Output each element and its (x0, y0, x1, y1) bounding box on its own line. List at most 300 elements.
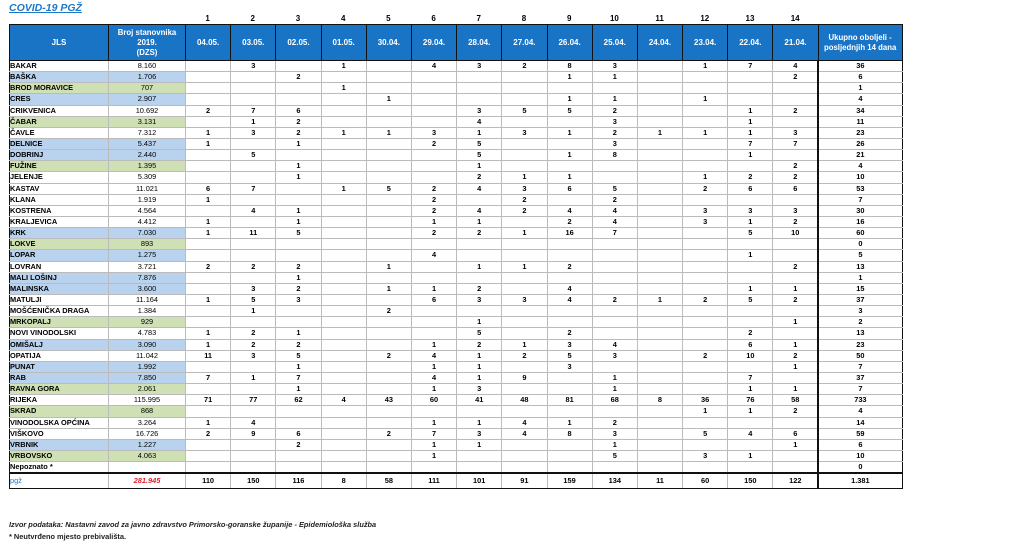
daily-cases: 2 (502, 194, 547, 205)
daily-cases (728, 83, 773, 94)
daily-cases (592, 250, 637, 261)
daily-cases (231, 450, 276, 461)
date-header: 24.04. (637, 25, 682, 61)
total-cases: 7 (818, 361, 902, 372)
population-value: 7.312 (109, 127, 186, 138)
daily-cases: 2 (592, 127, 637, 138)
daily-cases (186, 172, 231, 183)
total-cases: 6 (818, 439, 902, 450)
daily-cases (411, 239, 456, 250)
daily-cases (637, 239, 682, 250)
daily-cases (321, 228, 366, 239)
daily-cases: 1 (366, 283, 411, 294)
daily-cases: 3 (231, 61, 276, 72)
daily-cases (502, 361, 547, 372)
daily-cases: 1 (683, 94, 728, 105)
population-value: 1.227 (109, 439, 186, 450)
population-value: 3.090 (109, 339, 186, 350)
daily-cases: 2 (592, 294, 637, 305)
municipality-name: LOPAR (10, 250, 109, 261)
daily-cases (321, 272, 366, 283)
population-header (109, 25, 186, 61)
daily-cases (231, 239, 276, 250)
daily-cases: 5 (276, 228, 321, 239)
municipality-name: MALINSKA (10, 283, 109, 294)
daily-cases (592, 172, 637, 183)
daily-cases (637, 417, 682, 428)
daily-cases: 1 (728, 384, 773, 395)
daily-cases: 1 (411, 216, 456, 227)
daily-cases (547, 161, 592, 172)
daily-cases (457, 72, 502, 83)
daily-cases: 16 (547, 228, 592, 239)
daily-cases (502, 239, 547, 250)
day-number: 8 (521, 14, 527, 23)
daily-cases (637, 439, 682, 450)
daily-cases: 1 (773, 439, 818, 450)
daily-cases (502, 216, 547, 227)
daily-cases: 2 (773, 294, 818, 305)
daily-cases: 48 (502, 395, 547, 406)
daily-cases: 4 (411, 250, 456, 261)
daily-cases: 5 (728, 228, 773, 239)
day-number: 4 (340, 14, 346, 23)
daily-cases (321, 462, 366, 474)
daily-cases: 3 (683, 450, 728, 461)
daily-cases (366, 216, 411, 227)
daily-cases: 3 (592, 138, 637, 149)
daily-cases (366, 272, 411, 283)
daily-cases (366, 406, 411, 417)
daily-cases (321, 372, 366, 383)
daily-cases: 1 (773, 361, 818, 372)
daily-cases: 1 (592, 384, 637, 395)
sum-daily-cases: 110 (186, 473, 231, 489)
daily-cases (276, 239, 321, 250)
date-header: 27.04. (502, 25, 547, 61)
daily-cases (276, 150, 321, 161)
daily-cases (321, 328, 366, 339)
population-value: 2.440 (109, 150, 186, 161)
daily-cases: 1 (683, 406, 728, 417)
municipality-name: MRKOPALJ (10, 317, 109, 328)
daily-cases (231, 384, 276, 395)
population-value: 11.042 (109, 350, 186, 361)
total-cases: 23 (818, 339, 902, 350)
daily-cases: 1 (321, 127, 366, 138)
daily-cases (411, 306, 456, 317)
population-value: 707 (109, 83, 186, 94)
daily-cases (683, 261, 728, 272)
daily-cases: 1 (502, 339, 547, 350)
daily-cases: 2 (773, 172, 818, 183)
daily-cases (321, 138, 366, 149)
total-cases: 4 (818, 161, 902, 172)
daily-cases (366, 439, 411, 450)
table-row (10, 283, 903, 294)
daily-cases: 6 (276, 105, 321, 116)
daily-cases: 1 (457, 417, 502, 428)
daily-cases: 5 (231, 150, 276, 161)
total-cases: 53 (818, 183, 902, 194)
daily-cases (637, 372, 682, 383)
daily-cases: 76 (728, 395, 773, 406)
daily-cases: 7 (773, 138, 818, 149)
daily-cases: 68 (592, 395, 637, 406)
daily-cases: 1 (637, 294, 682, 305)
table-row (10, 150, 903, 161)
daily-cases (637, 94, 682, 105)
population-value: 3.131 (109, 116, 186, 127)
day-number: 12 (700, 14, 710, 23)
daily-cases (366, 172, 411, 183)
sum-daily-cases: 8 (321, 473, 366, 489)
population-value: 11.021 (109, 183, 186, 194)
daily-cases: 1 (186, 127, 231, 138)
daily-cases (683, 417, 728, 428)
daily-cases (321, 306, 366, 317)
daily-cases (231, 72, 276, 83)
daily-cases: 3 (231, 283, 276, 294)
daily-cases (186, 83, 231, 94)
daily-cases (502, 150, 547, 161)
daily-cases (637, 328, 682, 339)
daily-cases: 3 (276, 294, 321, 305)
daily-cases: 3 (547, 361, 592, 372)
daily-cases (547, 450, 592, 461)
daily-cases (231, 83, 276, 94)
daily-cases (502, 72, 547, 83)
municipality-name: VRBOVSKO (10, 450, 109, 461)
source-note: Izvor podataka: Nastavni zavod za javno zdravstvo Primorsko-goranske županije - Epidemiološka služba (9, 520, 377, 529)
daily-cases: 2 (276, 72, 321, 83)
daily-cases (547, 250, 592, 261)
daily-cases (683, 83, 728, 94)
daily-cases (366, 417, 411, 428)
daily-cases (547, 194, 592, 205)
daily-cases: 2 (683, 350, 728, 361)
municipality-name: KRALJEVICA (10, 216, 109, 227)
daily-cases (457, 406, 502, 417)
daily-cases (411, 462, 456, 474)
daily-cases (773, 462, 818, 474)
daily-cases: 1 (457, 317, 502, 328)
municipality-name: CRIKVENICA (10, 105, 109, 116)
jls-header: JLS (10, 25, 109, 61)
population-header-line1: Broj stanovnika (117, 27, 177, 37)
daily-cases (411, 406, 456, 417)
population-value: 5.437 (109, 138, 186, 149)
total-cases: 14 (818, 417, 902, 428)
daily-cases: 10 (773, 228, 818, 239)
daily-cases (186, 272, 231, 283)
daily-cases (502, 250, 547, 261)
daily-cases (276, 317, 321, 328)
date-header: 21.04. (773, 25, 818, 61)
daily-cases: 1 (457, 216, 502, 227)
total-cases: 11 (818, 116, 902, 127)
population-value: 1.706 (109, 72, 186, 83)
daily-cases: 1 (457, 261, 502, 272)
sum-daily-cases: 101 (457, 473, 502, 489)
daily-cases (411, 83, 456, 94)
daily-cases (186, 406, 231, 417)
daily-cases: 1 (276, 138, 321, 149)
daily-cases: 2 (502, 61, 547, 72)
daily-cases: 2 (683, 183, 728, 194)
daily-cases (186, 205, 231, 216)
daily-cases (683, 384, 728, 395)
daily-cases: 5 (547, 350, 592, 361)
daily-cases (592, 272, 637, 283)
daily-cases (728, 194, 773, 205)
daily-cases (502, 384, 547, 395)
daily-cases: 1 (728, 150, 773, 161)
daily-cases (231, 194, 276, 205)
table-row (10, 228, 903, 239)
daily-cases: 4 (457, 205, 502, 216)
municipality-name: Nepoznato * (10, 462, 109, 474)
daily-cases: 4 (547, 294, 592, 305)
daily-cases (728, 306, 773, 317)
day-number: 3 (295, 14, 301, 23)
table-row (10, 428, 903, 439)
daily-cases (366, 294, 411, 305)
daily-cases: 1 (276, 161, 321, 172)
daily-cases: 2 (276, 127, 321, 138)
daily-cases: 1 (411, 384, 456, 395)
daily-cases: 2 (728, 328, 773, 339)
sum-daily-cases: 91 (502, 473, 547, 489)
total-cases: 60 (818, 228, 902, 239)
daily-cases: 2 (773, 216, 818, 227)
municipality-name: CRES (10, 94, 109, 105)
daily-cases (321, 94, 366, 105)
daily-cases: 9 (231, 428, 276, 439)
daily-cases: 1 (728, 127, 773, 138)
total-cases: 0 (818, 239, 902, 250)
daily-cases (547, 439, 592, 450)
daily-cases: 1 (547, 72, 592, 83)
daily-cases (637, 406, 682, 417)
daily-cases (276, 417, 321, 428)
daily-cases: 2 (366, 306, 411, 317)
daily-cases (186, 250, 231, 261)
daily-cases: 4 (457, 116, 502, 127)
total-cases: 13 (818, 261, 902, 272)
daily-cases (186, 361, 231, 372)
daily-cases: 2 (276, 439, 321, 450)
daily-cases: 2 (276, 283, 321, 294)
total-cases: 6 (818, 72, 902, 83)
daily-cases: 6 (276, 428, 321, 439)
daily-cases: 2 (231, 328, 276, 339)
daily-cases: 2 (547, 216, 592, 227)
daily-cases (231, 250, 276, 261)
daily-cases: 1 (773, 339, 818, 350)
table-row (10, 439, 903, 450)
day-number: 11 (655, 14, 664, 23)
municipality-name: VIŠKOVO (10, 428, 109, 439)
daily-cases: 8 (592, 150, 637, 161)
daily-cases (728, 462, 773, 474)
population-value: 11.164 (109, 294, 186, 305)
daily-cases (592, 261, 637, 272)
population-value: 3.721 (109, 261, 186, 272)
daily-cases (728, 361, 773, 372)
daily-cases (366, 384, 411, 395)
total-cases: 1 (818, 83, 902, 94)
daily-cases: 1 (321, 83, 366, 94)
daily-cases (728, 261, 773, 272)
daily-cases: 1 (457, 161, 502, 172)
daily-cases (276, 94, 321, 105)
daily-cases (773, 328, 818, 339)
daily-cases (231, 172, 276, 183)
daily-cases (276, 450, 321, 461)
day-number: 14 (790, 14, 800, 23)
daily-cases: 1 (773, 283, 818, 294)
sum-daily-cases: 60 (683, 473, 728, 489)
sum-daily-cases: 150 (728, 473, 773, 489)
daily-cases (637, 306, 682, 317)
daily-cases (637, 462, 682, 474)
daily-cases: 1 (321, 61, 366, 72)
daily-cases (683, 283, 728, 294)
daily-cases (637, 384, 682, 395)
daily-cases (637, 339, 682, 350)
daily-cases: 1 (186, 339, 231, 350)
daily-cases (773, 272, 818, 283)
municipality-name: ČABAR (10, 116, 109, 127)
daily-cases (547, 317, 592, 328)
daily-cases: 2 (186, 105, 231, 116)
daily-cases: 1 (457, 127, 502, 138)
daily-cases: 3 (231, 127, 276, 138)
daily-cases (186, 72, 231, 83)
daily-cases (547, 138, 592, 149)
daily-cases (366, 250, 411, 261)
daily-cases (321, 283, 366, 294)
daily-cases: 5 (231, 294, 276, 305)
municipality-name: OMIŠALJ (10, 339, 109, 350)
daily-cases: 1 (502, 228, 547, 239)
municipality-name: RIJEKA (10, 395, 109, 406)
daily-cases: 3 (592, 116, 637, 127)
daily-cases (366, 205, 411, 216)
table-header-row (10, 25, 903, 61)
table-row (10, 406, 903, 417)
daily-cases: 6 (547, 183, 592, 194)
day-number: 13 (745, 14, 755, 23)
daily-cases: 7 (231, 105, 276, 116)
daily-cases (502, 94, 547, 105)
daily-cases: 41 (457, 395, 502, 406)
population-value: 7.030 (109, 228, 186, 239)
daily-cases: 1 (366, 127, 411, 138)
total-cases: 30 (818, 205, 902, 216)
daily-cases: 2 (773, 406, 818, 417)
page-title: COVID-19 PGŽ (9, 2, 82, 14)
daily-cases: 8 (637, 395, 682, 406)
daily-cases (683, 361, 728, 372)
daily-cases (683, 306, 728, 317)
daily-cases (773, 116, 818, 127)
daily-cases: 2 (186, 261, 231, 272)
daily-cases (321, 450, 366, 461)
daily-cases (276, 406, 321, 417)
daily-cases (366, 105, 411, 116)
day-number: 1 (205, 14, 210, 23)
total-cases: 7 (818, 384, 902, 395)
daily-cases: 6 (186, 183, 231, 194)
municipality-name: MATULJI (10, 294, 109, 305)
population-value: 4.063 (109, 450, 186, 461)
day-number: 6 (431, 14, 436, 23)
daily-cases (637, 250, 682, 261)
daily-cases (637, 228, 682, 239)
total-cases: 26 (818, 138, 902, 149)
daily-cases: 4 (231, 205, 276, 216)
daily-cases (637, 428, 682, 439)
daily-cases: 2 (366, 428, 411, 439)
daily-cases: 1 (547, 417, 592, 428)
daily-cases: 5 (457, 138, 502, 149)
daily-cases (321, 150, 366, 161)
daily-cases (366, 61, 411, 72)
daily-cases: 1 (411, 339, 456, 350)
daily-cases (321, 116, 366, 127)
population-value: 868 (109, 406, 186, 417)
daily-cases (186, 306, 231, 317)
table-row (10, 462, 903, 474)
daily-cases: 43 (366, 395, 411, 406)
daily-cases: 7 (231, 183, 276, 194)
population-value: 10.692 (109, 105, 186, 116)
total-cases: 7 (818, 194, 902, 205)
total-cases: 16 (818, 216, 902, 227)
date-header: 25.04. (592, 25, 637, 61)
daily-cases (276, 462, 321, 474)
daily-cases: 1 (728, 216, 773, 227)
daily-cases: 1 (457, 439, 502, 450)
daily-cases (366, 150, 411, 161)
daily-cases (773, 150, 818, 161)
municipality-name: VINODOLSKA OPĆINA (10, 417, 109, 428)
daily-cases (186, 317, 231, 328)
daily-cases (186, 161, 231, 172)
daily-cases: 1 (773, 317, 818, 328)
daily-cases: 1 (276, 272, 321, 283)
daily-cases (321, 350, 366, 361)
daily-cases: 3 (457, 294, 502, 305)
table-row (10, 339, 903, 350)
sum-label: pgž (10, 473, 109, 489)
daily-cases (502, 317, 547, 328)
population-value: 893 (109, 239, 186, 250)
daily-cases: 1 (728, 250, 773, 261)
sum-daily-cases: 122 (773, 473, 818, 489)
population-value: 7.850 (109, 372, 186, 383)
sum-daily-cases: 58 (366, 473, 411, 489)
municipality-name: LOKVE (10, 239, 109, 250)
daily-cases (683, 439, 728, 450)
total-header-line1: Ukupno oboljeli - (828, 32, 892, 42)
daily-cases: 2 (457, 228, 502, 239)
daily-cases: 2 (773, 105, 818, 116)
date-header: 26.04. (547, 25, 592, 61)
daily-cases (457, 194, 502, 205)
